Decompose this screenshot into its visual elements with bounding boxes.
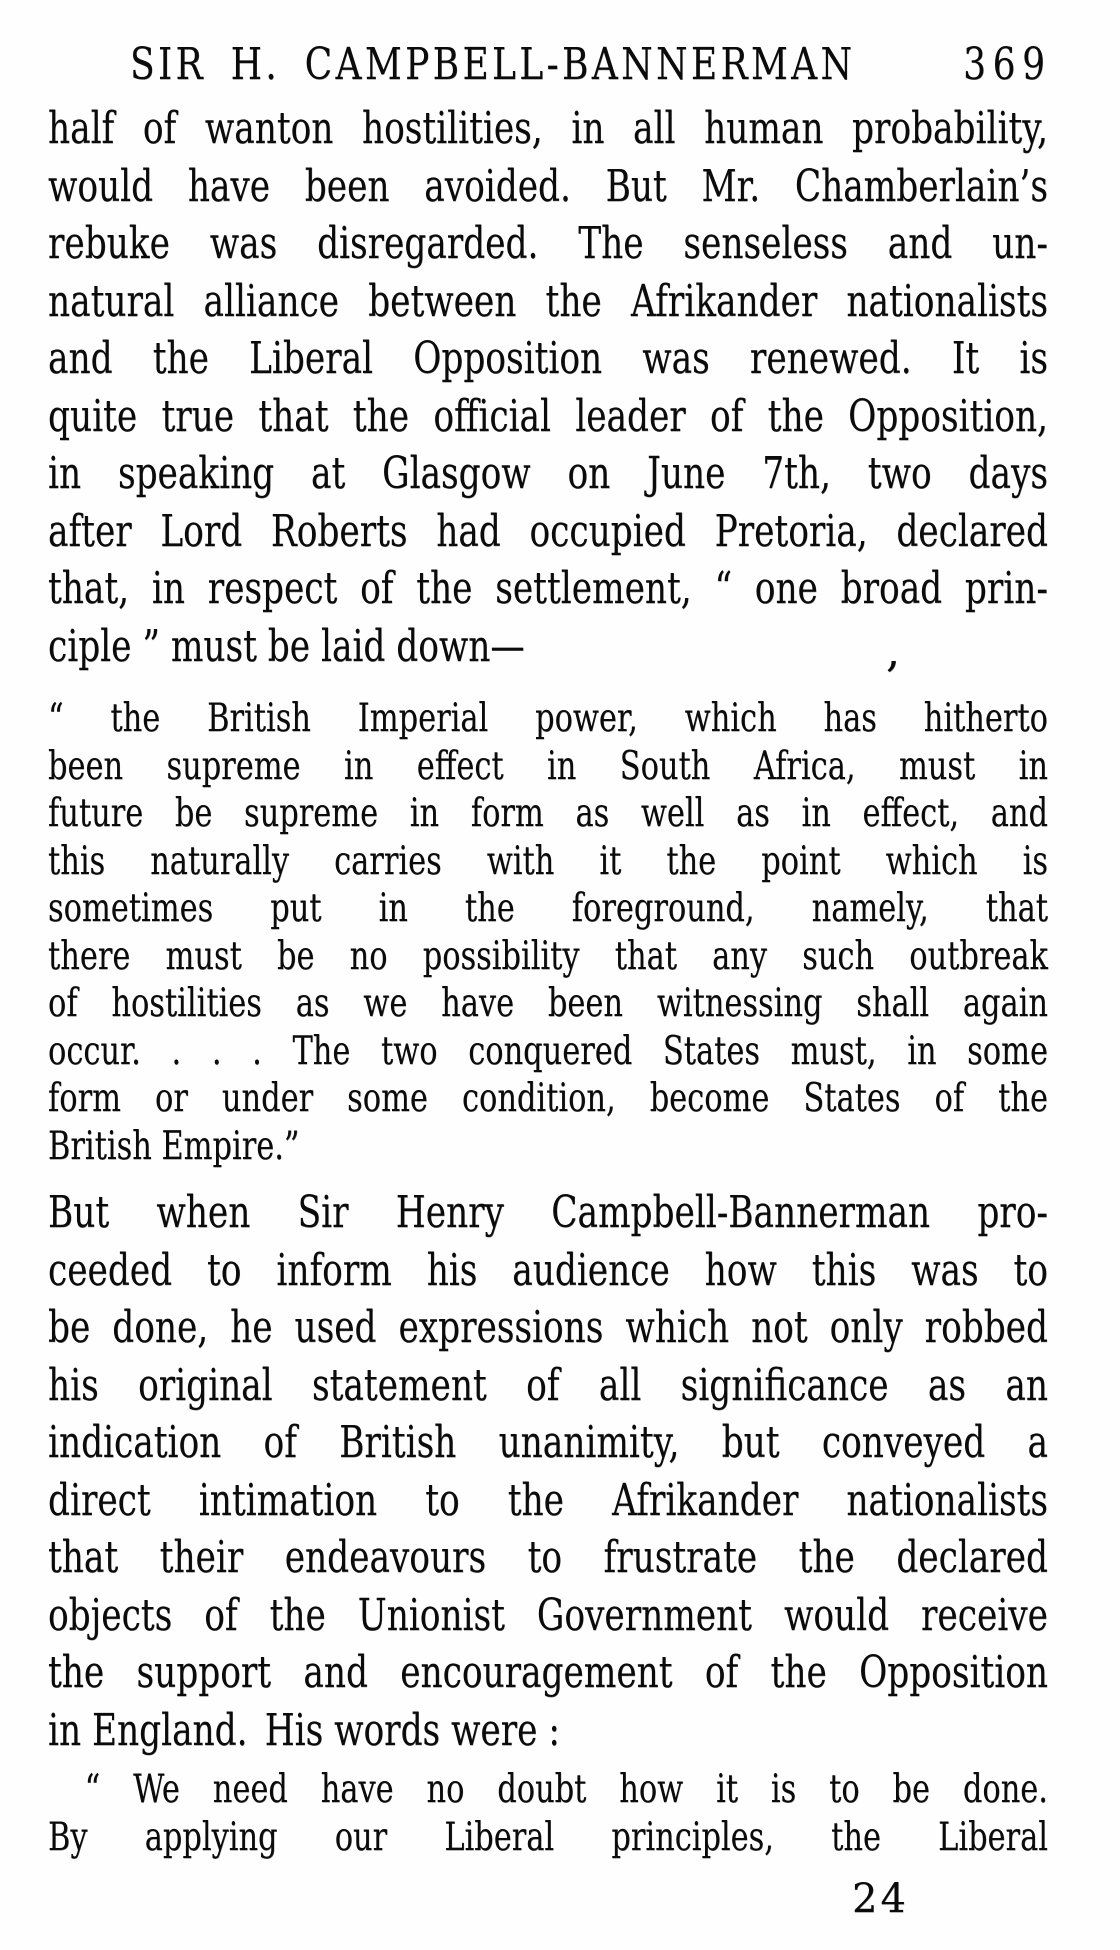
text-line: of hostilities as we have been witnessing shall again — [48, 981, 1048, 1026]
text-line: quite true that the official leader of the Opposition, — [48, 390, 1048, 442]
text-line: that, in respect of the settlement, “ one broad prin- — [48, 563, 1048, 614]
text-line: sometimes put in the foreground, namely, that — [48, 886, 1048, 931]
text-line: be done, he used expressions which not only robbed — [48, 1302, 1048, 1353]
text-line: future be supreme in form as well as in effect, and — [48, 791, 1048, 836]
block-quote-speech — [48, 695, 1048, 1170]
printers-signature-number: 24 — [852, 1876, 909, 1922]
page-number: 369 — [963, 39, 1052, 90]
text-line: in speaking at Glasgow on June 7th, two days — [48, 448, 1048, 499]
text-line: in England. His words were : — [48, 1704, 560, 1756]
text-line: after Lord Roberts had occupied Pretoria, declared — [48, 505, 1048, 557]
text-line: But when Sir Henry Campbell-Bannerman pro- — [48, 1187, 1048, 1238]
text-line: half of wanton hostilities, in all human probability, — [48, 103, 1048, 154]
text-line: would have been avoided. But Mr. Chamberlain’s — [48, 160, 1048, 212]
running-header — [130, 40, 1052, 91]
text-line: indication of British unanimity, but conveyed a — [48, 1417, 1048, 1468]
text-line: been supreme in effect in South Africa, must in — [48, 743, 1048, 789]
text-line: occur. . . . The two conquered States must, in some — [48, 1028, 1048, 1074]
text-line: this naturally carries with it the point which is — [48, 838, 1048, 884]
text-line: ceeded to inform his audience how this was to — [48, 1244, 1048, 1296]
text-line: the support and encouragement of the Opposition — [48, 1647, 1048, 1698]
text-line: British Empire.” — [48, 1123, 300, 1169]
text-line: and the Liberal Opposition was renewed. It is — [48, 333, 1048, 384]
running-header-title: SIR H. CAMPBELL-BANNERMAN — [130, 39, 856, 90]
text-line: that their endeavours to frustrate the declared — [48, 1532, 1048, 1583]
text-line: By applying our Liberal principles, the Liberal — [48, 1814, 1048, 1860]
text-line: “ We need have no doubt how it is to be done. — [84, 1767, 1048, 1812]
text-line: rebuke was disregarded. The senseless and un- — [48, 218, 1048, 269]
text-line: “ the British Imperial power, which has hitherto — [48, 696, 1048, 741]
text-line: direct intimation to the Afrikander nationalists — [48, 1474, 1048, 1526]
block-quote-speech-start — [48, 1766, 1048, 1861]
paragraph-main — [48, 1184, 1048, 1759]
text-line: natural alliance between the Afrikander nationalists — [48, 275, 1048, 327]
text-line: ciple ” must be laid down— — [48, 620, 525, 672]
paragraph-continuation — [48, 100, 1048, 675]
ink-artifact-comma: , — [886, 626, 900, 677]
text-line: form or under some condition, become States of the — [48, 1076, 1048, 1121]
text-line: his original statement of all significance as an — [48, 1359, 1048, 1411]
text-line: there must be no possibility that any such outbreak — [48, 933, 1048, 979]
text-line: objects of the Unionist Government would receive — [48, 1589, 1048, 1641]
